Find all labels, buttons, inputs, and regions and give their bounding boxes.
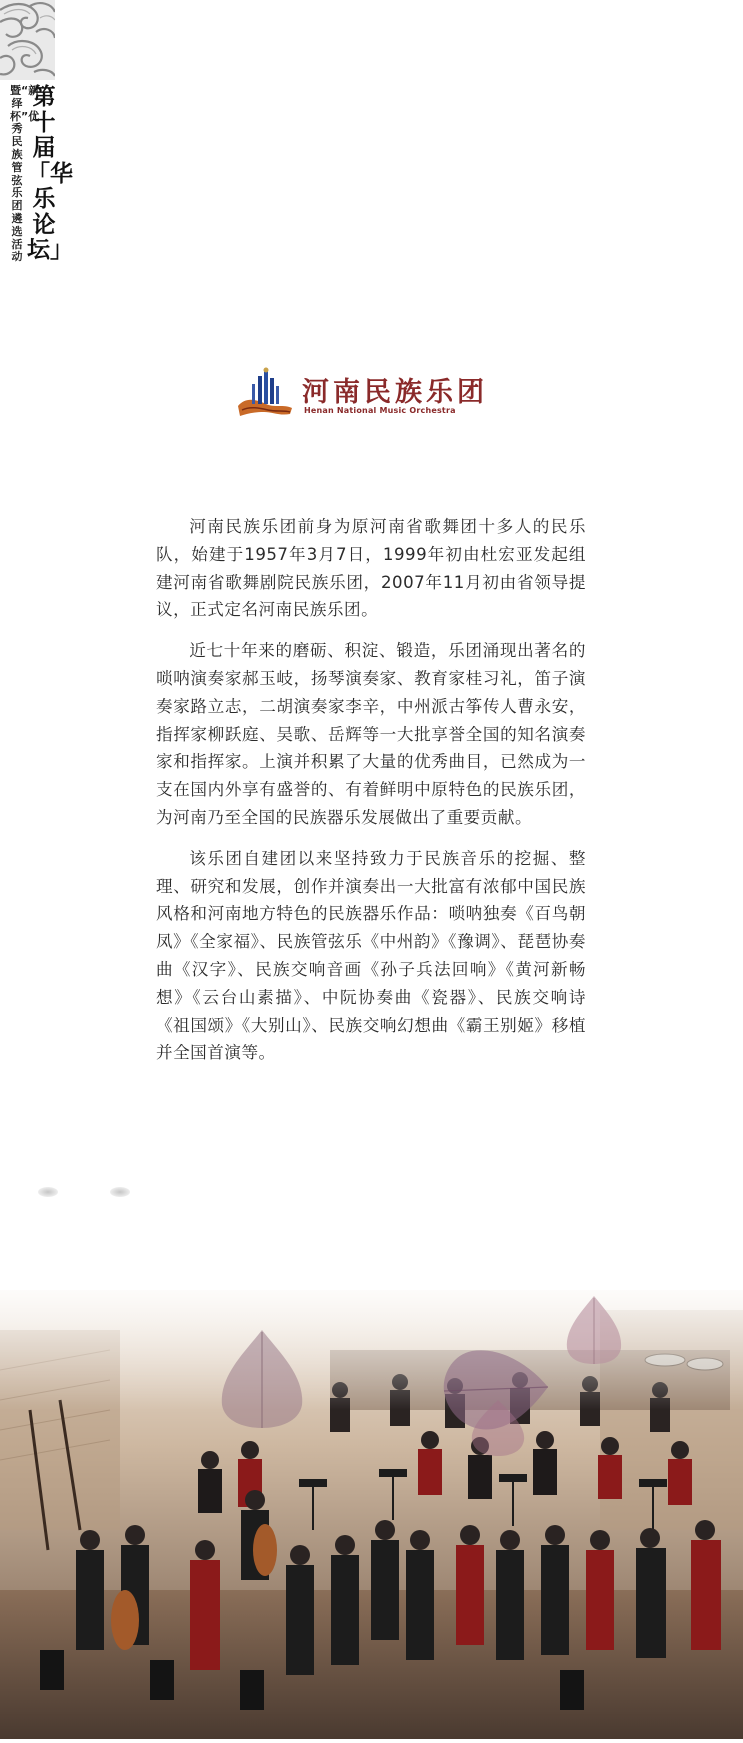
orchestra-name-cn: 河南民族乐团 xyxy=(302,377,488,408)
forum-title: 第十届「华乐论坛」 xyxy=(27,84,73,263)
decorative-smudge xyxy=(110,1187,130,1197)
paragraph-works: 该乐团自建团以来坚持致力于民族音乐的挖掘、整理、研究和发展，创作并演奏出一大批富有浓郁中国民族风格和河南地方特色的民族器乐作品：唢呐独奏《百鸟朝凤》《全家福》、民族管弦乐《中州韵》《豫调》、琵琶协奏曲《汉字》、民族交响音画《孙子兵法回响》《黄河新畅想》《云台山素描》、中阮协奏曲《瓷器》、民族交响诗《祖国颂》《大别山》、民族交响幻想曲《霸王别姬》移植并全国首演等。 xyxy=(156,848,586,1063)
forum-subtitle: 暨“新绎杯”优秀民族管弦乐团遴选活动 xyxy=(10,84,40,264)
leaf-icon xyxy=(563,1296,625,1370)
photo-fade-overlay xyxy=(0,1270,743,1410)
cloud-swirl-icon xyxy=(0,0,55,80)
leaf-icon xyxy=(217,1330,307,1434)
orchestra-logo xyxy=(236,366,506,422)
paragraph-history: 河南民族乐团前身为原河南省歌舞团十多人的民乐队，始建于1957年3月7日，1999年初由杜宏亚发起组建河南省歌舞剧院民族乐团，2007年11月初由省领导提议，正式定名河南民族乐团。 xyxy=(156,517,586,620)
paragraph-musicians: 近七十年来的磨砺、积淀、锻造，乐团涌现出著名的唢呐演奏家郝玉岐，扬琴演奏家、教育家桂习礼，笛子演奏家路立志，二胡演奏家李辛，中州派古筝传人曹永安，指挥家柳跃庭、吴歌、岳辉等一大批享誉全国的知名演奏家和指挥家。上演并积累了大量的优秀曲目，已然成为一支在国内外享有盛誉的、有着鲜明中原特色的民族乐团，为河南乃至全国的民族器乐发展做出了重要贡献。 xyxy=(156,641,586,827)
leaf-icon xyxy=(468,1400,528,1460)
decorative-smudge xyxy=(38,1187,58,1197)
article-body xyxy=(156,513,586,1080)
orchestra-emblem-icon xyxy=(236,366,294,422)
vertical-banner xyxy=(9,84,73,330)
orchestra-name-en: Henan National Music Orchestra xyxy=(304,406,456,415)
